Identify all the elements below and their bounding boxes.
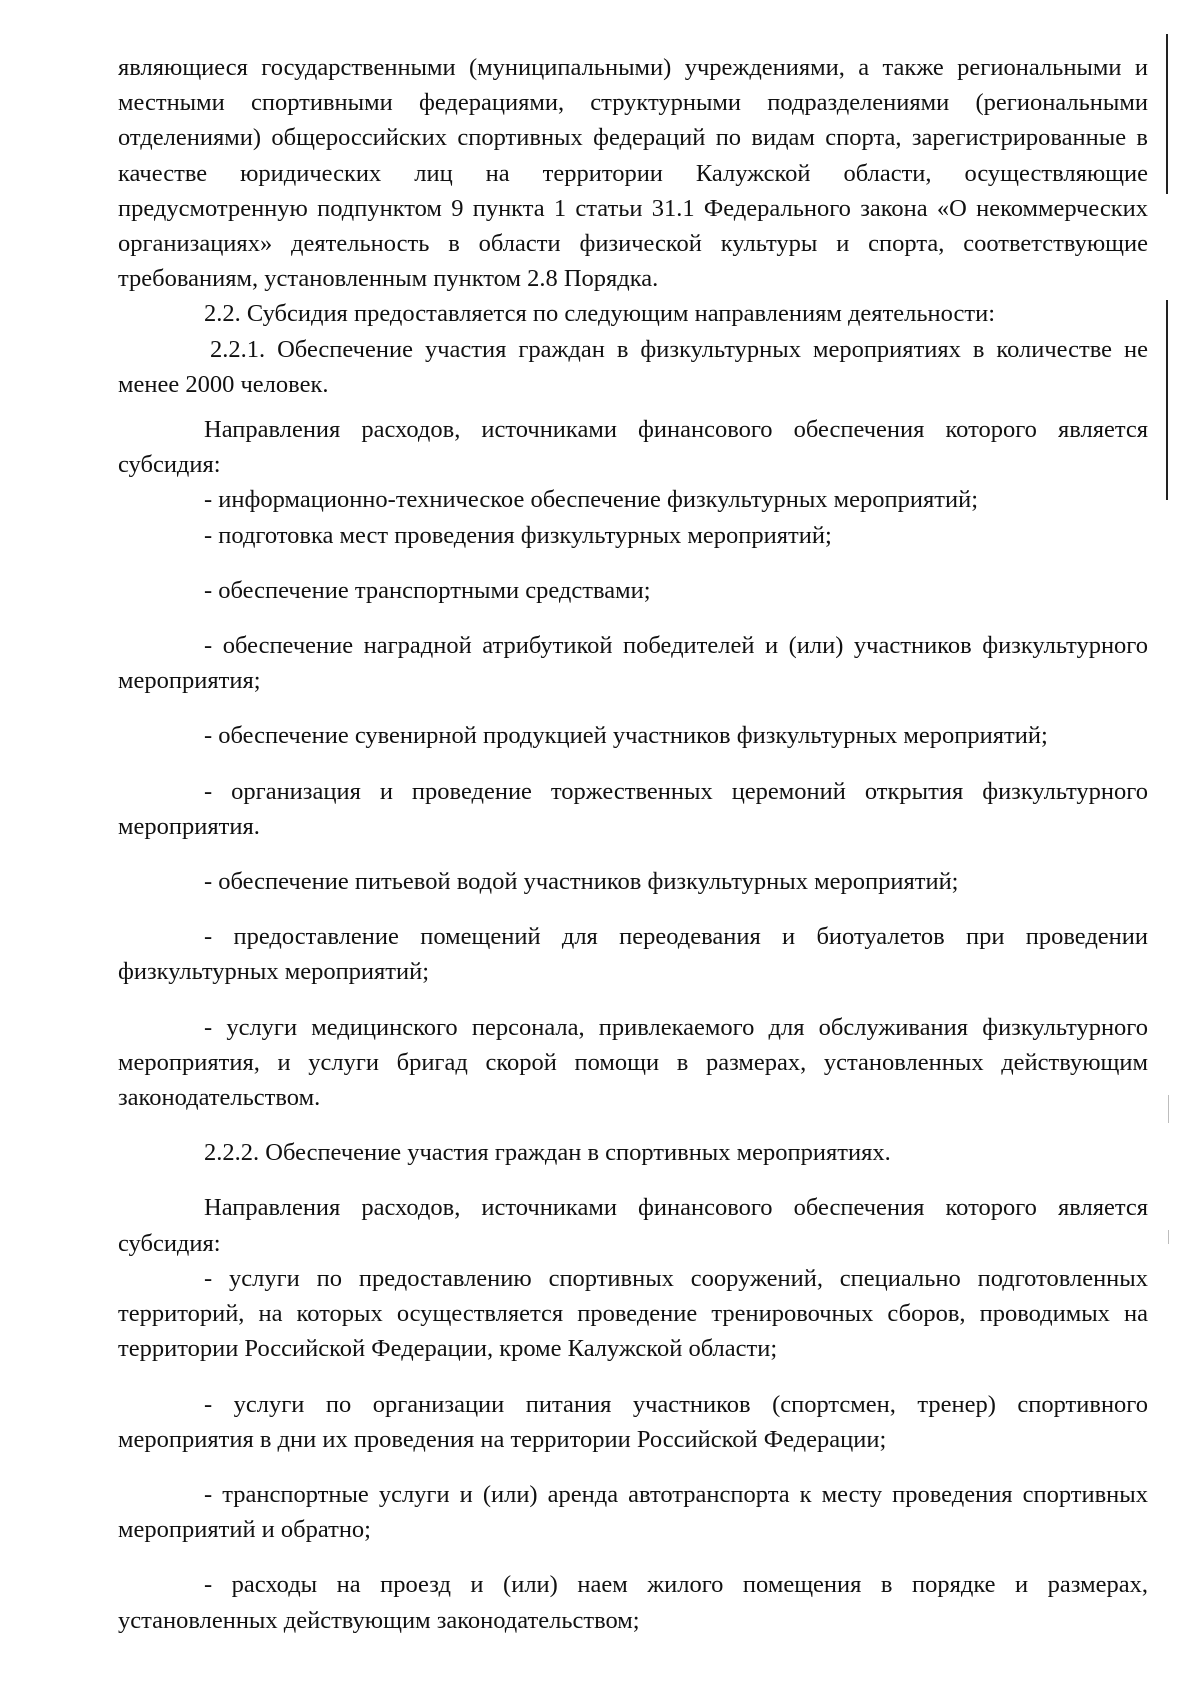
list-item-info-tech: - информационно-техническое обеспечение физкультурных мероприятий; [204,486,979,514]
document-page [118,50,1148,1638]
revision-bar [1166,300,1168,500]
scan-mark [1168,1095,1169,1123]
list-item-catering: - услуги по организации питания участников (спортсмен, тренер) спортивного мероприятия в дни их проведения на территории Российской Федерации; [118,1390,1148,1453]
list-item-travel-accommodation: - расходы на проезд и (или) наем жилого помещения в порядке и размерах, установленных действующим законодательством; [118,1571,1148,1634]
paragraph-2-2-2: 2.2.2. Обеспечение участия граждан в спортивных мероприятиях. [204,1139,891,1167]
list-item-medical: - услуги медицинского персонала, привлекаемого для обслуживания физкультурного мероприятия, и услуги бригад скорой помощи в размерах, установленных действующим законодательством. [118,1013,1148,1112]
list-item-drinking-water: - обеспечение питьевой водой участников физкультурных мероприятий; [204,868,959,896]
list-item-transport-services: - транспортные услуги и (или) аренда автотранспорта к месту проведения спортивных мероприятий и обратно; [118,1480,1148,1544]
list-item-sports-facilities: - услуги по предоставлению спортивных сооружений, специально подготовленных территорий, на которых осуществляется проведение тренировочных сборов, проводимых на территории Российской Федерации, кроме Калужской области; [118,1264,1148,1363]
list-item-souvenirs: - обеспечение сувенирной продукцией участников физкультурных мероприятий; [204,722,1048,750]
list-item-changing-rooms: - предоставление помещений для переодевания и биотуалетов при проведении физкультурных мероприятий; [118,923,1148,986]
list-item-ceremonies: - организация и проведение торжественных церемоний открытия физкультурного мероприятия. [118,777,1148,840]
list-item-transport: - обеспечение транспортными средствами; [204,576,651,604]
paragraph-recipients: являющиеся государственными (муниципальными) учреждениями, а также региональными и местными спортивными федерациями, структурными подразделениями (региональными отделениями) общероссийских спортивных федераций по видам спорта, зарегистрированные в качестве юридических лиц на территории Калужской области, осуществляющие предусмотренную подпунктом 9 пункта 1 статьи 31.1 Федерального закона «О некоммерческих организациях» деятельность в области физической культуры и спорта, соответствующие требованиям, установленным пунктом 2.8 Порядка. [118,54,1148,293]
paragraph-2-2: 2.2. Субсидия предоставляется по следующим направлениям деятельности: [204,300,996,328]
paragraph-expense-directions-1: Направления расходов, источниками финансового обеспечения которого является субсидия: [118,416,1148,479]
list-item-awards: - обеспечение наградной атрибутикой победителей и (или) участников физкультурного мероприятия; [118,632,1148,695]
paragraph-2-2-1: 2.2.1. Обеспечение участия граждан в физкультурных мероприятиях в количестве не менее 2000 человек. [118,335,1148,398]
paragraph-expense-directions-2: Направления расходов, источниками финансового обеспечения которого является субсидия: [118,1194,1148,1257]
list-item-venue-prep: - подготовка мест проведения физкультурных мероприятий; [204,521,832,549]
scan-mark [1168,1230,1169,1244]
revision-bar [1166,34,1168,194]
